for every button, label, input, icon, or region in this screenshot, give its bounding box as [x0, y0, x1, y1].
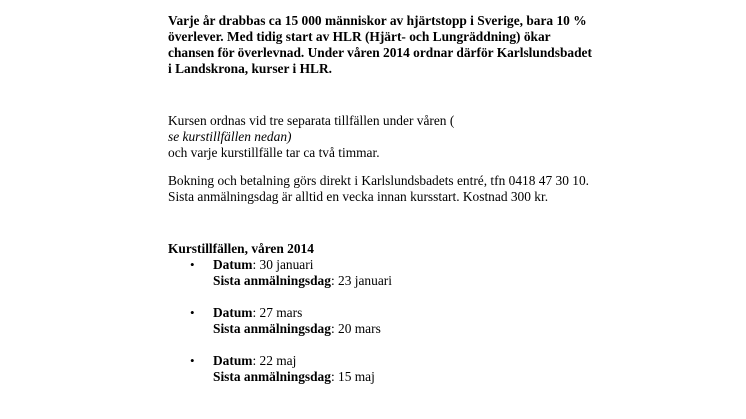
bullet-icon: •: [190, 305, 195, 320]
session-date: 27 mars: [259, 305, 303, 320]
intro-line: chansen för överlevnad. Under våren 2014 ordnar därför Karlslundsbadet: [168, 45, 592, 60]
intro-line: överlever. Med tidig start av HLR (Hjärt- och Lungräddning) ökar: [168, 29, 551, 44]
intro-line: Varje år drabbas ca 15 000 människor av hjärtstopp i Sverige, bara 10 %: [168, 13, 587, 28]
session-deadline: 20 mars: [338, 321, 381, 336]
session-item: [168, 257, 658, 289]
separator: :: [252, 305, 260, 320]
session-date-line: [213, 257, 658, 273]
date-label: Datum: [213, 257, 253, 272]
course-info-line: och varje kurstillfälle tar ca två timmar.: [168, 145, 380, 160]
session-deadline-line: [213, 273, 658, 289]
separator: :: [252, 353, 260, 368]
session-item: [168, 305, 658, 337]
date-label: Datum: [213, 305, 253, 320]
session-deadline: 23 januari: [338, 273, 392, 288]
session-deadline-line: [213, 321, 658, 337]
separator: :: [330, 321, 339, 336]
bullet-icon: •: [190, 257, 195, 272]
intro-line: i Landskrona, kurser i HLR.: [168, 61, 332, 76]
bullet-icon: •: [190, 353, 195, 368]
sessions-heading: Kurstillfällen, våren 2014: [168, 241, 314, 256]
separator: :: [330, 369, 339, 384]
deadline-label: Sista anmälningsdag: [213, 321, 331, 336]
sessions-list: [168, 257, 658, 385]
document-body: [168, 13, 658, 385]
deadline-label: Sista anmälningsdag: [213, 273, 331, 288]
session-deadline: 15 maj: [338, 369, 375, 384]
course-info-line: [168, 113, 658, 145]
session-item: [168, 353, 658, 385]
booking-line: Bokning och betalning görs direkt i Karlslundsbadets entré, tfn 0418 47 30 10.: [168, 173, 589, 188]
course-info-paragraph: [168, 113, 658, 161]
booking-line: Sista anmälningsdag är alltid en vecka innan kursstart. Kostnad 300 kr.: [168, 189, 549, 204]
separator: :: [252, 257, 260, 272]
booking-paragraph: [168, 173, 658, 205]
session-date-line: [213, 353, 658, 369]
session-date-line: [213, 305, 658, 321]
deadline-label: Sista anmälningsdag: [213, 369, 331, 384]
session-deadline-line: [213, 369, 658, 385]
course-info-text: Kursen ordnas vid tre separata tillfällen under våren (: [168, 113, 455, 128]
session-date: 30 januari: [259, 257, 314, 272]
separator: :: [330, 273, 339, 288]
date-label: Datum: [213, 353, 253, 368]
course-info-italic: se kurstillfällen nedan): [168, 129, 292, 144]
session-date: 22 maj: [259, 353, 297, 368]
intro-paragraph: [168, 13, 658, 77]
